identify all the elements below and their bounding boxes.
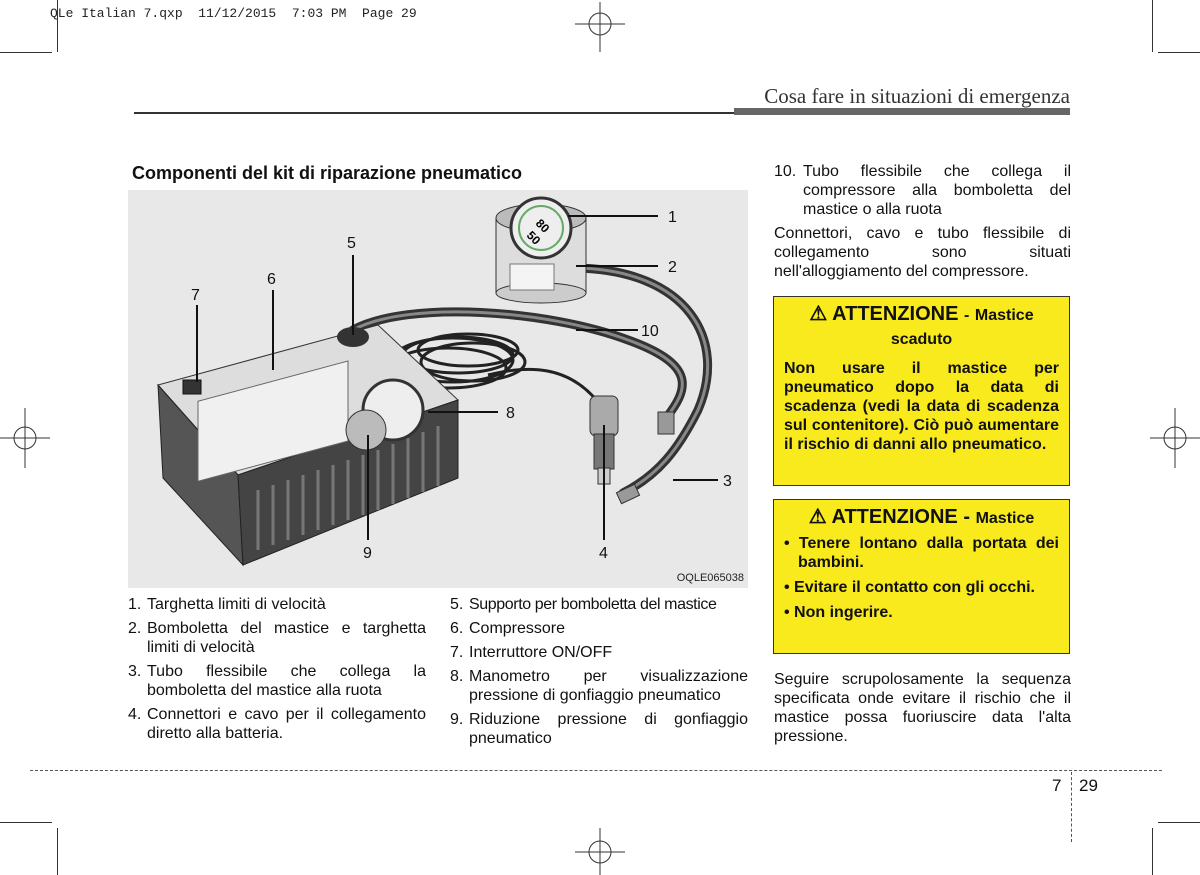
page-number-separator: [1071, 772, 1072, 842]
figure-title: Componenti del kit di riparazione pneumatico: [132, 163, 523, 183]
list-item: 7. Interruttore ON/OFF: [450, 644, 613, 661]
callout-4: 4: [599, 545, 608, 562]
list-item: 8. Manometro per visualizzazione pressione di gonfiaggio pneumatico: [450, 668, 748, 704]
components-list-left: [128, 595, 426, 748]
components-list-mid: [450, 595, 748, 753]
warning-box-sealant: [773, 499, 1070, 654]
warning-bullet: • Tenere lontano dalla portata dei bambini.: [784, 535, 1059, 571]
warning-bullets: [784, 534, 1059, 622]
release-button-9: [346, 410, 386, 450]
onoff-switch-7: [183, 380, 201, 394]
figure-code: OQLE065038: [676, 572, 744, 584]
list-item: 5. Supporto per bomboletta del mastice: [450, 596, 717, 613]
section-title: Cosa fare in situazioni di emergenza: [764, 84, 1070, 108]
warning-bullet: • Non ingerire.: [784, 604, 893, 621]
crop-mark: [1152, 0, 1153, 52]
warning-label: ATTENZIONE: [832, 303, 959, 325]
list-item: 1. Targhetta limiti di velocità: [128, 596, 326, 613]
callout-9: 9: [363, 545, 372, 562]
crop-mark: [0, 822, 52, 823]
title-rule: [134, 112, 734, 114]
callout-7: 7: [191, 287, 200, 304]
hose-10-fitting: [658, 412, 674, 434]
crop-mark: [0, 52, 52, 53]
callout-5: 5: [347, 235, 356, 252]
list-item: 2. Bomboletta del mastice e targhetta limiti di velocità: [128, 620, 426, 656]
registration-mark-bottom: [570, 828, 630, 875]
crop-mark: [57, 828, 58, 875]
callout-3: 3: [723, 473, 732, 490]
warning-subtitle: Mastice: [975, 510, 1035, 527]
warning-header: [784, 303, 1059, 351]
chapter-number: 7: [1052, 776, 1062, 795]
warning-bullet: • Evitare il contatto con gli occhi.: [784, 579, 1035, 596]
list-item: 3. Tubo flessibile che collega la bomboletta del mastice alla ruota: [128, 663, 426, 699]
list-item: 10. Tubo flessibile che collega il compressore alla bomboletta del mastice o alla ruota: [774, 163, 1071, 218]
warning-label: ATTENZIONE: [831, 506, 958, 528]
can-label-bottom: 50: [523, 228, 544, 248]
list-item: 4. Connettori e cavo per il collegamento diretto alla batteria.: [128, 706, 426, 742]
components-list-right: [774, 162, 1071, 224]
crop-mark: [1158, 822, 1200, 823]
crop-mark: [1152, 828, 1153, 875]
callout-10: 10: [641, 323, 659, 340]
page-number: 29: [1079, 776, 1098, 795]
warning-triangle-icon: ⚠: [808, 506, 827, 528]
registration-mark-top: [570, 2, 630, 52]
repair-kit-illustration: [128, 190, 748, 588]
warning-subtitle: Mastice scaduto: [890, 307, 1034, 348]
list-item: 6. Compressore: [450, 620, 566, 637]
connectors-paragraph: Connettori, cavo e tubo flessibile di collegamento sono situati nell'alloggiamento del compressore.: [774, 225, 1071, 280]
warning-box-expired-sealant: [773, 296, 1070, 486]
callout-6: 6: [267, 271, 276, 288]
registration-mark-right: [1150, 408, 1200, 468]
hose-3-valve: [616, 484, 639, 503]
callout-8: 8: [506, 405, 515, 422]
warning-dash: -: [964, 307, 970, 324]
warning-triangle-icon: ⚠: [809, 303, 828, 325]
registration-mark-left: [0, 408, 50, 468]
crop-mark: [1158, 52, 1200, 53]
warning-header: [784, 506, 1059, 530]
callout-2: 2: [668, 259, 677, 276]
warning-dash: -: [963, 506, 971, 528]
sealant-can: [496, 198, 586, 303]
list-item: 9. Riduzione pressione di gonfiaggio pneumatico: [450, 711, 748, 747]
repair-kit-figure: [128, 190, 748, 588]
follow-sequence-paragraph: Seguire scrupolosamente la sequenza specificata onde evitare il rischio che il mastice possa fuoriuscire data l'alta pressione.: [774, 671, 1071, 745]
warning-body: Non usare il mastice per pneumatico dopo la data di scadenza (vedi la data di scadenza sul contenitore). Ciò può aumentare il rischio di danni allo pneumatico.: [784, 360, 1059, 453]
title-rule-bar: [734, 108, 1070, 115]
footer-rule: [30, 770, 1162, 771]
callout-1: 1: [668, 209, 677, 226]
compressor: [158, 325, 458, 565]
print-slug: QLe Italian 7.qxp 11/12/2015 7:03 PM Page 29: [50, 6, 417, 21]
can-label-top: 80: [532, 216, 553, 236]
